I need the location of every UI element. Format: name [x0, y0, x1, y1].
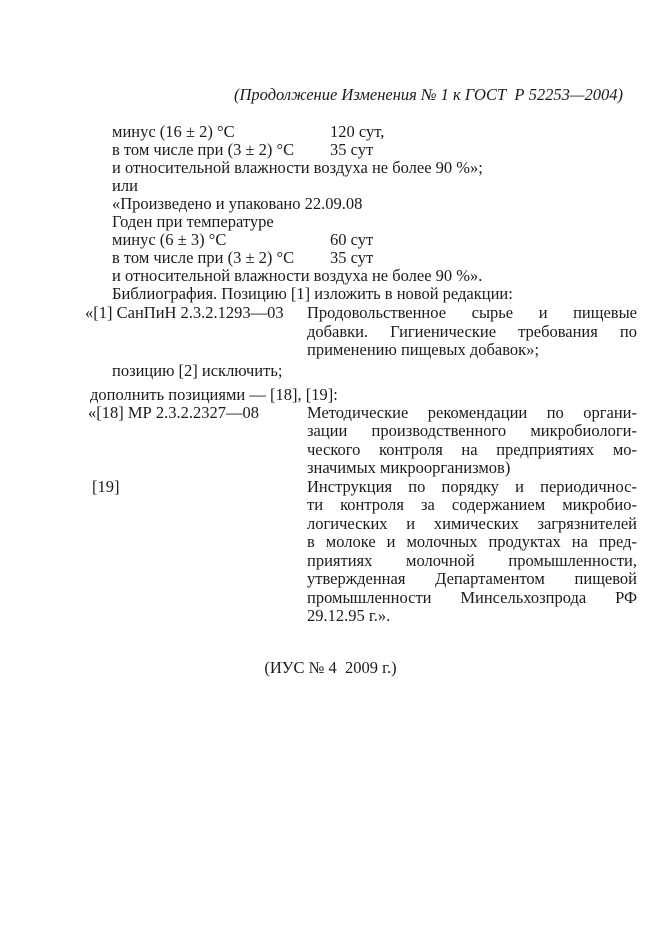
entry-description [307, 478, 637, 626]
description-line: значимых микроорганизмов) [307, 458, 511, 477]
temperature-label: в том числе при (3 ± 2) °С [112, 248, 295, 267]
duration-value: 35 сут [330, 140, 374, 159]
temperature-label: минус (6 ± 3) °С [112, 230, 227, 249]
storage-conditions-block-1 [90, 123, 637, 195]
entry-label: [19] [92, 476, 120, 496]
description-line: применению пищевых добавок»; [307, 340, 540, 359]
valid-at-temperature-line: Годен при температуре [112, 212, 274, 231]
description-line: зации производственного микробиологи- [307, 421, 637, 440]
bibliography-entry-1 [85, 304, 637, 360]
issue-note: (ИУС № 4 2009 г.) [264, 658, 397, 677]
description-line: ти контроля за содержанием микробио- [307, 495, 637, 514]
description-line: приятиях молочной промышленности, [307, 550, 637, 570]
humidity-line: и относительной влажности воздуха не более 90 %»; [112, 158, 483, 177]
bibliography-intro: Библиография. Позицию [1] изложить в новой редакции: [112, 284, 513, 303]
temperature-duration-row [90, 123, 637, 141]
entry-label: «[1] СанПиН 2.3.2.1293—03 [85, 303, 284, 322]
or-line: или [112, 176, 138, 195]
temperature-label: в том числе при (3 ± 2) °С [112, 140, 295, 159]
document-content [85, 85, 637, 626]
description-line: 29.12.95 г.». [307, 606, 391, 625]
description-line: Методические рекомендации по органи- [307, 402, 637, 422]
description-line: Инструкция по порядку и периодичнос- [307, 476, 637, 496]
temperature-label: минус (16 ± 2) °С [112, 122, 235, 141]
temperature-duration-row [90, 249, 637, 267]
produced-packed-line: «Произведено и упаковано 22.09.08 [112, 194, 363, 213]
bibliography-entry-19 [92, 478, 637, 626]
entry-description [307, 304, 637, 360]
description-line: в молоке и молочных продуктах на пред- [307, 532, 637, 551]
description-line: утвержденная Департаментом пищевой [307, 569, 637, 588]
temperature-duration-row [90, 141, 637, 159]
humidity-line: и относительной влажности воздуха не более 90 %». [112, 266, 483, 285]
description-line: логических и химических загрязнителей [307, 513, 637, 533]
storage-conditions-block-2 [90, 195, 637, 285]
description-line: Продовольственное сырье и пищевые [307, 303, 637, 322]
duration-value: 35 сут [330, 248, 374, 267]
add-positions-line: дополнить позициями — [18], [19]: [90, 384, 338, 404]
page-continuation-header: (Продолжение Изменения № 1 к ГОСТ Р 52253—2004) [234, 85, 623, 104]
entry-label: «[18] МР 2.3.2.2327—08 [88, 402, 259, 422]
duration-value: 60 сут [330, 230, 374, 249]
exclude-position-line: позицию [2] исключить; [112, 360, 283, 380]
description-line: добавки. Гигиенические требования по [307, 321, 637, 341]
description-line: ческого контроля на предприятиях мо- [307, 439, 637, 459]
duration-value: 120 сут, [330, 122, 385, 141]
bibliography-entry-18 [88, 404, 637, 478]
entry-description [307, 404, 637, 478]
description-line: промышленности Минсельхозпрода РФ [307, 587, 637, 607]
temperature-duration-row [90, 231, 637, 249]
